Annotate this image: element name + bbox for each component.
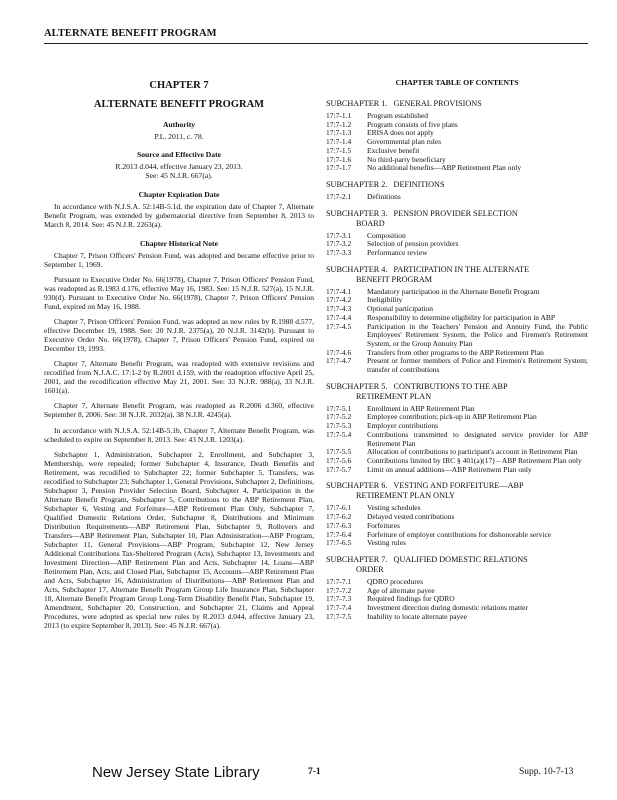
toc-entry[interactable] bbox=[326, 587, 588, 596]
subchapter-title-continued: BOARD bbox=[356, 218, 385, 228]
section-number: 17:7-1.5 bbox=[326, 145, 352, 155]
section-title: Vesting schedules bbox=[367, 503, 421, 513]
section-number: 17:7-1.6 bbox=[326, 154, 352, 164]
chapter-title: ALTERNATE BENEFIT PROGRAM bbox=[93, 99, 265, 110]
toc-entry[interactable] bbox=[326, 164, 588, 173]
section-title: Enrollment in ABP Retirement Plan bbox=[367, 403, 475, 413]
history-paragraph: Subchapter 1, Administration, Subchapter 2, Enrollment, and Subchapter 3, Membership, were repealed; former Subchapter 4, Insurance, Death Benefits and Retirement, was recodified to Subchapter 22; former Subchapter 5, Transfers, was recodified to Subchapter 23; Subchapter 1, General Provisions, Subchapter 2, Definitions, Subchapter 3, Pension Provider Selection Board, Subchapter 4, Participation in the Alternate Benefit Program, Subchapter 5, Contributions to the ABP Retirement Plan, Subchapter 6, Vesting and Forfeiture—ABP Retirement Plan Only, Subchapter 7, Qualified Domestic Relations Order, Subchapter 8, Distributions and Minimum Distribution Requirements—ABP Retirement Plan, Subchapter 9, Rollovers and Transfers—ABP Retirement Plan, Subchapter 10, Plan Administration—ABP Program, Subchapter 11, General Provisions—ABP Program, Subchapter 12, New Jersey Additional Contributions Tax-Sheltered Program (Acts), Subchapter 13, Investments and Investment Direction—ABP Retirement Plan and Acts, Subchapter 14, Loans—ABP Retirement Plan, Acts, and Closed Plan, Subchapter 15, Accounts—ABP Retirement Plan and Acts, Subchapter 16, Administration of Distributions—ABP Retirement Plan and Acts, Subchapter 17, Alternate Benefit Program Group Life Insurance Plan, Subchapter 18, Alternate Benefit Program Group Long-Term Disability Benefit Plan, Subchapter 19, Amendment, Subchapter 20, Construction, and Subchapter 21, Claims and Appeal Procedures, were adopted as special new rules by R.2013 d.044, effective January 23, 2013 (to expire September 8, 2013). See: 45 N.J.R. 667(a). bbox=[44, 449, 314, 631]
history-paragraph: In accordance with N.J.S.A. 52:14B-5.1b, Chapter 7, Alternate Benefit Program, was scheduled to expire on September 8, 2013. See: 43 N.J.R. 1203(a). bbox=[44, 425, 314, 444]
section-title: Contributions limited by IRC § 401(a)(17) – ABP Retirement Plan only bbox=[367, 455, 582, 465]
section-title: Definitions bbox=[367, 191, 401, 201]
source-heading: Source and Effective Date bbox=[136, 150, 221, 160]
section-title: Investment direction during domestic relations matter bbox=[367, 603, 528, 613]
section-number: 17:7-2.1 bbox=[326, 191, 352, 201]
section-number: 17:7-1.3 bbox=[326, 128, 352, 138]
section-number: 17:7-3.1 bbox=[326, 230, 352, 240]
toc-entry[interactable] bbox=[326, 578, 588, 587]
subchapter-title: SUBCHAPTER 7. QUALIFIED DOMESTIC RELATIONS bbox=[326, 554, 528, 564]
subchapter-title: SUBCHAPTER 5. CONTRIBUTIONS TO THE ABP bbox=[326, 381, 508, 391]
section-title: Ineligibility bbox=[367, 295, 403, 305]
section-number: 17:7-5.6 bbox=[326, 455, 352, 465]
toc-entry[interactable] bbox=[326, 288, 588, 297]
toc-entry[interactable] bbox=[326, 431, 588, 448]
section-title: Present or former members of Police and Firemen's Retirement System; transfer of contributions bbox=[367, 356, 588, 375]
section-title: Selection of pension providers bbox=[367, 239, 459, 249]
source-line: R.2013 d.044, effective January 23, 2013. bbox=[115, 162, 243, 172]
subchapter-heading bbox=[326, 99, 588, 109]
toc-entry[interactable] bbox=[326, 504, 588, 513]
table-of-contents bbox=[326, 99, 588, 621]
section-title: Forfeitures bbox=[367, 520, 400, 530]
section-title: Required findings for QDRO bbox=[367, 594, 455, 604]
history-paragraph: Chapter 7, Alternate Benefit Program, was readopted with extensive revisions and recodified from N.J.A.C. 17:1-2 by R.2001 d.159, with the readoption effective April 25, 2001, and the recodification effective May 21, 2001. See: 33 N.J.R. 988(a), 33 N.J.R. 1601(a). bbox=[44, 359, 314, 396]
section-title: Employee contribution; pick-up in ABP Retirement Plan bbox=[367, 412, 537, 422]
section-number: 17:7-5.1 bbox=[326, 403, 352, 413]
subchapter-heading bbox=[326, 180, 588, 190]
toc-entry[interactable] bbox=[326, 539, 588, 548]
subchapter-heading bbox=[326, 555, 588, 575]
history-paragraph: Pursuant to Executive Order No. 66(1978), Chapter 7, Prison Officers' Pension Fund, was readopted as R.1983 d.176, effective May 16, 1983. See: 15 N.J.R. 527(a), 15 N.J.R. 930(d). Pursuant to Executive Order No. 66(1978), Chapter 7, Prison Officers' Pension Fund, expired on May 16, 1988. bbox=[44, 274, 314, 311]
header-rule bbox=[44, 43, 588, 44]
toc-entry[interactable] bbox=[326, 323, 588, 349]
supplement-date: Supp. 10-7-13 bbox=[519, 767, 574, 777]
subchapter-title-continued: RETIREMENT PLAN bbox=[356, 391, 432, 401]
toc-entry[interactable] bbox=[326, 138, 588, 147]
section-number: 17:7-3.2 bbox=[326, 239, 352, 249]
subchapter-heading bbox=[326, 481, 588, 501]
toc-entry[interactable] bbox=[326, 613, 588, 622]
toc-entry[interactable] bbox=[326, 466, 588, 475]
section-number: 17:7-3.3 bbox=[326, 248, 352, 258]
toc-entry[interactable] bbox=[326, 121, 588, 130]
subchapter-title: SUBCHAPTER 3. PENSION PROVIDER SELECTION bbox=[326, 208, 518, 218]
subchapter-title-continued: RETIREMENT PLAN ONLY bbox=[356, 491, 456, 501]
page-number: 7-1 bbox=[308, 767, 321, 777]
section-number: 17:7-4.3 bbox=[326, 304, 352, 314]
section-title: Program established bbox=[367, 111, 429, 120]
subchapter-heading bbox=[326, 382, 588, 402]
subchapter-title-continued: ORDER bbox=[356, 564, 384, 574]
section-number: 17:7-5.3 bbox=[326, 421, 352, 431]
section-title: ERISA does not apply bbox=[367, 128, 434, 138]
section-title: Performance review bbox=[367, 248, 428, 258]
subchapter-heading bbox=[326, 265, 588, 285]
section-number: 17:7-1.7 bbox=[326, 163, 352, 173]
subchapter-title: SUBCHAPTER 2. DEFINITIONS bbox=[326, 179, 445, 189]
section-title: Allocation of contributions to participant's account in Retirement Plan bbox=[367, 447, 578, 457]
toc-entry[interactable] bbox=[326, 357, 588, 374]
authority-heading: Authority bbox=[162, 120, 196, 129]
section-title: Exclusive benefit bbox=[367, 145, 420, 155]
section-number: 17:7-1.2 bbox=[326, 119, 352, 129]
section-title: Inability to locate alternate payee bbox=[367, 611, 467, 621]
section-number: 17:7-7.3 bbox=[326, 594, 352, 604]
toc-entry[interactable] bbox=[326, 147, 588, 156]
toc-entry[interactable] bbox=[326, 240, 588, 249]
section-number: 17:7-5.4 bbox=[326, 429, 352, 439]
section-title: Vesting rules bbox=[367, 538, 406, 548]
section-number: 17:7-5.2 bbox=[326, 412, 352, 422]
history-paragraph: Chapter 7, Alternate Benefit Program, was readopted as R.2006 d.360, effective September 8, 2006. See: 38 N.J.R. 2032(a), 38 N.J.R. 4245(a). bbox=[44, 401, 314, 420]
toc-entry[interactable] bbox=[326, 129, 588, 138]
section-title: Participation in the Teachers' Pension and Annuity Fund, the Public Employees' Retirement System, the Police and Firemen's Retirement System, or the Group Annuity Plan bbox=[367, 321, 588, 348]
section-title: Delayed vested contributions bbox=[367, 512, 455, 522]
section-title: Contributions transmitted to designated service provider for ABP Retirement Plan bbox=[367, 429, 588, 448]
history-notes bbox=[44, 251, 314, 631]
section-number: 17:7-7.5 bbox=[326, 611, 352, 621]
section-number: 17:7-1.1 bbox=[326, 111, 352, 120]
section-number: 17:7-6.4 bbox=[326, 529, 352, 539]
section-title: Age of alternate payee bbox=[367, 585, 435, 595]
section-number: 17:7-1.4 bbox=[326, 137, 352, 147]
section-title: Forfeiture of employer contributions for dishonorable service bbox=[367, 529, 552, 539]
library-stamp: New Jersey State Library bbox=[92, 764, 260, 781]
section-number: 17:7-4.1 bbox=[326, 286, 352, 296]
toc-entry[interactable] bbox=[326, 531, 588, 540]
section-title: Limit on annual additions—ABP Retirement Plan only bbox=[367, 464, 532, 474]
left-column bbox=[44, 74, 314, 637]
section-number: 17:7-5.5 bbox=[326, 447, 352, 457]
section-title: Governmental plan rules bbox=[367, 137, 442, 147]
toc-entry[interactable] bbox=[326, 413, 588, 422]
section-number: 17:7-5.7 bbox=[326, 464, 352, 474]
toc-entry[interactable] bbox=[326, 296, 588, 305]
section-number: 17:7-4.4 bbox=[326, 312, 352, 322]
right-column bbox=[326, 74, 588, 621]
section-number: 17:7-6.1 bbox=[326, 503, 352, 513]
section-title: No additional benefits—ABP Retirement Plan only bbox=[367, 163, 522, 173]
section-title: Program consists of five plans bbox=[367, 119, 458, 129]
toc-entry[interactable] bbox=[326, 249, 588, 258]
expiration-heading: Chapter Expiration Date bbox=[138, 189, 220, 199]
toc-title: CHAPTER TABLE OF CONTENTS bbox=[395, 78, 519, 87]
subchapter-title: SUBCHAPTER 1. GENERAL PROVISIONS bbox=[326, 99, 482, 108]
section-number: 17:7-4.2 bbox=[326, 295, 352, 305]
section-number: 17:7-7.1 bbox=[326, 576, 352, 586]
history-heading: Chapter Historical Note bbox=[140, 238, 218, 248]
section-title: Transfers from other programs to the ABP Retirement Plan bbox=[367, 347, 544, 357]
section-title: Mandatory participation in the Alternate Benefit Program bbox=[367, 286, 540, 296]
section-number: 17:7-6.3 bbox=[326, 520, 352, 530]
section-number: 17:7-4.6 bbox=[326, 347, 352, 357]
section-title: Composition bbox=[367, 230, 406, 240]
section-title: Responsibility to determine eligibility for participation in ABP bbox=[367, 312, 556, 322]
section-number: 17:7-4.7 bbox=[326, 356, 352, 366]
subchapter-title: SUBCHAPTER 4. PARTICIPATION IN THE ALTERNATE bbox=[326, 264, 530, 274]
section-title: QDRO procedures bbox=[367, 576, 424, 586]
toc-entry[interactable] bbox=[326, 193, 588, 202]
section-number: 17:7-4.5 bbox=[326, 321, 352, 331]
running-head: ALTERNATE BENEFIT PROGRAM bbox=[44, 28, 217, 39]
history-paragraph: Chapter 7, Prison Officers' Pension Fund, was adopted as new rules by R.1988 d.577, effective December 19, 1988. See: 20 N.J.R. 2375(a), 20 N.J.R. 3142(b). Pursuant to Executive Order No. 66(1978), Chapter 7, Prison Officers' Pension Fund, expired on December 19, 1993. bbox=[44, 317, 314, 354]
source-line: See: 45 N.J.R. 667(a). bbox=[145, 171, 213, 181]
subchapter-title: SUBCHAPTER 6. VESTING AND FORFEITURE—ABP bbox=[326, 481, 524, 491]
section-title: Optional participation bbox=[367, 304, 434, 314]
section-number: 17:7-6.5 bbox=[326, 538, 352, 548]
chapter-number: CHAPTER 7 bbox=[149, 80, 209, 91]
subchapter-heading bbox=[326, 209, 588, 229]
section-number: 17:7-7.4 bbox=[326, 603, 352, 613]
expiration-text: In accordance with N.J.S.A. 52:14B-5.1d, the expiration date of Chapter 7, Alternate Benefit Program, was extended by gubernatorial directive from September 8, 2013 to March 8, 2014. See: 45 N.J.R. 2263(a). bbox=[44, 201, 314, 229]
subchapter-title-continued: BENEFIT PROGRAM bbox=[356, 274, 433, 284]
toc-entry[interactable] bbox=[326, 513, 588, 522]
section-number: 17:7-6.2 bbox=[326, 512, 352, 522]
authority-text: P.L. 2011, c. 78. bbox=[154, 132, 204, 141]
section-title: Employer contributions bbox=[367, 421, 439, 431]
history-paragraph: Chapter 7, Prison Officers' Pension Fund, was adopted and became effective prior to September 1, 1969. bbox=[44, 250, 314, 269]
section-number: 17:7-7.2 bbox=[326, 585, 352, 595]
section-title: No third-party beneficiary bbox=[367, 154, 446, 164]
